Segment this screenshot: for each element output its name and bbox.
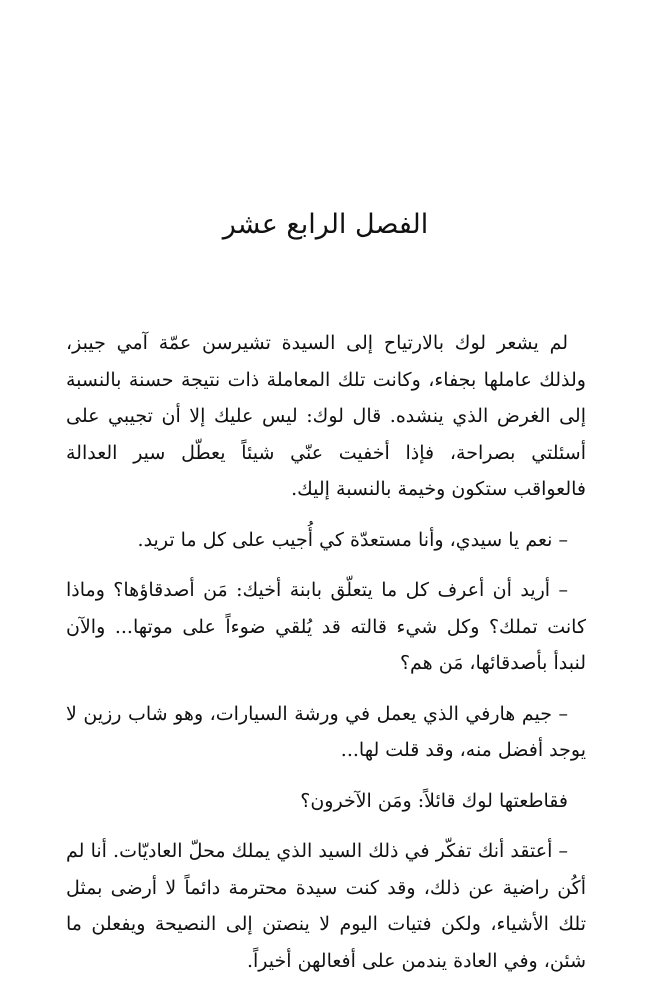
dialogue-paragraph: – جيم هارفي الذي يعمل في ورشة السيارات، وهو شاب رزين لا يوجد أفضل منه، وقد قلت لها... <box>66 702 586 761</box>
narrative-paragraph: فقاطعتها لوك قائلاً: ومَن الآخرون؟ <box>300 789 568 812</box>
chapter-title: الفصل الرابع عشر <box>222 209 429 240</box>
dialogue-paragraph: – أعتقد أنك تفكّر في ذلك السيد الذي يملك محلّ العاديّات. أنا لم أكُن راضية عن ذلك، وقد كنت سيدة محترمة دائماً لا أرضى بمثل تلك الأشياء، ولكن فتيات اليوم لا ينصتن إلى النصيحة ويفعلن ما شئن، وفي العادة يندمن على أفعالهن أخيراً. <box>66 840 586 972</box>
dialogue-paragraph: – نعم يا سيدي، وأنا مستعدّة كي أُجيب على كل ما تريد. <box>137 528 568 551</box>
dialogue-paragraph: – أريد أن أعرف كل ما يتعلّق بابنة أخيك: مَن أصدقاؤها؟ وماذا كانت تملك؟ وكل شيء قالته قد يُلقي ضوءاً على موتها... والآن لنبدأ بأصدقائها، مَن هم؟ <box>66 579 586 674</box>
chapter-body <box>66 325 586 993</box>
narrative-paragraph: لم يشعر لوك بالارتياح إلى السيدة تشيرسن عمّة آمي جيبز، ولذلك عاملها بجفاء، وكانت تلك المعاملة ذات نتيجة حسنة بالنسبة إلى الغرض الذي ينشده. قال لوك: ليس عليك إلا أن تجيبي على أسئلتي بصراحة، فإذا أخفيت عنّي شيئاً يعطّل سير العدالة فالعواقب ستكون وخيمة بالنسبة إليك. <box>66 332 586 500</box>
